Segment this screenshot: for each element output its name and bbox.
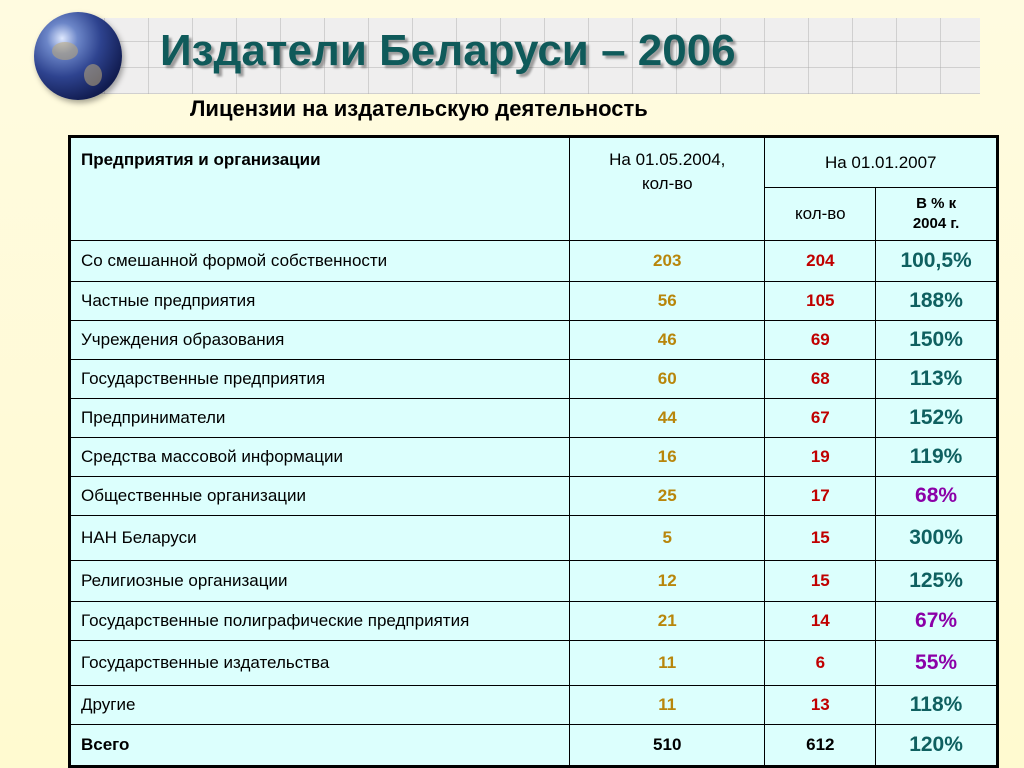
row-value-2007: 14 (765, 602, 876, 641)
table-row (70, 516, 998, 561)
globe-land-shape (84, 64, 102, 86)
table-header-row (70, 137, 998, 188)
header-col-2004-line2: кол-во (641, 174, 693, 193)
row-value-2004: 5 (570, 516, 765, 561)
row-name: Религиозные организации (70, 561, 570, 602)
table-row (70, 321, 998, 360)
header-col-2007-pct (876, 188, 998, 241)
row-name: Со смешанной формой собственности (70, 241, 570, 282)
table-row (70, 686, 998, 725)
row-percent: 119% (876, 438, 998, 477)
row-name: Общественные организации (70, 477, 570, 516)
row-name: Учреждения образования (70, 321, 570, 360)
row-value-2004: 203 (570, 241, 765, 282)
row-value-2007: 15 (765, 516, 876, 561)
row-value-2004: 21 (570, 602, 765, 641)
row-name: Государственные полиграфические предприятия (70, 602, 570, 641)
row-percent: 188% (876, 282, 998, 321)
table-row (70, 641, 998, 686)
header-col-2007-count: кол-во (765, 188, 876, 241)
table-row (70, 282, 998, 321)
header-col-2004-line1: На 01.05.2004, (609, 150, 726, 169)
row-percent: 118% (876, 686, 998, 725)
total-value-2007: 612 (765, 725, 876, 767)
row-value-2007: 6 (765, 641, 876, 686)
row-value-2007: 17 (765, 477, 876, 516)
row-value-2007: 19 (765, 438, 876, 477)
row-value-2007: 105 (765, 282, 876, 321)
row-value-2007: 68 (765, 360, 876, 399)
total-name: Всего (70, 725, 570, 767)
row-name: Государственные издательства (70, 641, 570, 686)
row-name: Частные предприятия (70, 282, 570, 321)
table-row (70, 477, 998, 516)
row-percent: 100,5% (876, 241, 998, 282)
globe-icon (34, 12, 122, 100)
row-value-2007: 204 (765, 241, 876, 282)
licenses-table (68, 135, 999, 768)
row-value-2004: 16 (570, 438, 765, 477)
table-row (70, 438, 998, 477)
table-row (70, 399, 998, 438)
total-value-2004: 510 (570, 725, 765, 767)
header-col-2004 (570, 137, 765, 241)
header-col-2007-pct-line1: В % к (916, 195, 957, 213)
row-name: Средства массовой информации (70, 438, 570, 477)
table-total-row (70, 725, 998, 767)
row-percent: 68% (876, 477, 998, 516)
row-percent: 55% (876, 641, 998, 686)
page-title: Издатели Беларуси – 2006 (160, 26, 736, 75)
row-value-2004: 56 (570, 282, 765, 321)
row-value-2007: 15 (765, 561, 876, 602)
row-percent: 300% (876, 516, 998, 561)
header-col-2007-pct-line2: 2004 г. (912, 215, 960, 233)
row-name: Государственные предприятия (70, 360, 570, 399)
row-percent: 113% (876, 360, 998, 399)
row-percent: 150% (876, 321, 998, 360)
table-row (70, 602, 998, 641)
row-value-2004: 46 (570, 321, 765, 360)
table-row (70, 360, 998, 399)
row-value-2004: 44 (570, 399, 765, 438)
globe-land-shape (52, 42, 78, 60)
total-percent: 120% (876, 725, 998, 767)
table-row (70, 561, 998, 602)
page-subtitle: Лицензии на издательскую деятельность (190, 96, 648, 121)
header-col-2007: На 01.01.2007 (765, 137, 998, 188)
row-value-2004: 11 (570, 641, 765, 686)
row-percent: 152% (876, 399, 998, 438)
table-row (70, 241, 998, 282)
row-value-2004: 25 (570, 477, 765, 516)
row-percent: 67% (876, 602, 998, 641)
header-col-name: Предприятия и организации (70, 137, 570, 241)
row-percent: 125% (876, 561, 998, 602)
row-value-2004: 11 (570, 686, 765, 725)
row-value-2007: 69 (765, 321, 876, 360)
row-value-2004: 60 (570, 360, 765, 399)
row-value-2007: 67 (765, 399, 876, 438)
row-value-2004: 12 (570, 561, 765, 602)
row-value-2007: 13 (765, 686, 876, 725)
row-name: Предприниматели (70, 399, 570, 438)
row-name: НАН Беларуси (70, 516, 570, 561)
row-name: Другие (70, 686, 570, 725)
